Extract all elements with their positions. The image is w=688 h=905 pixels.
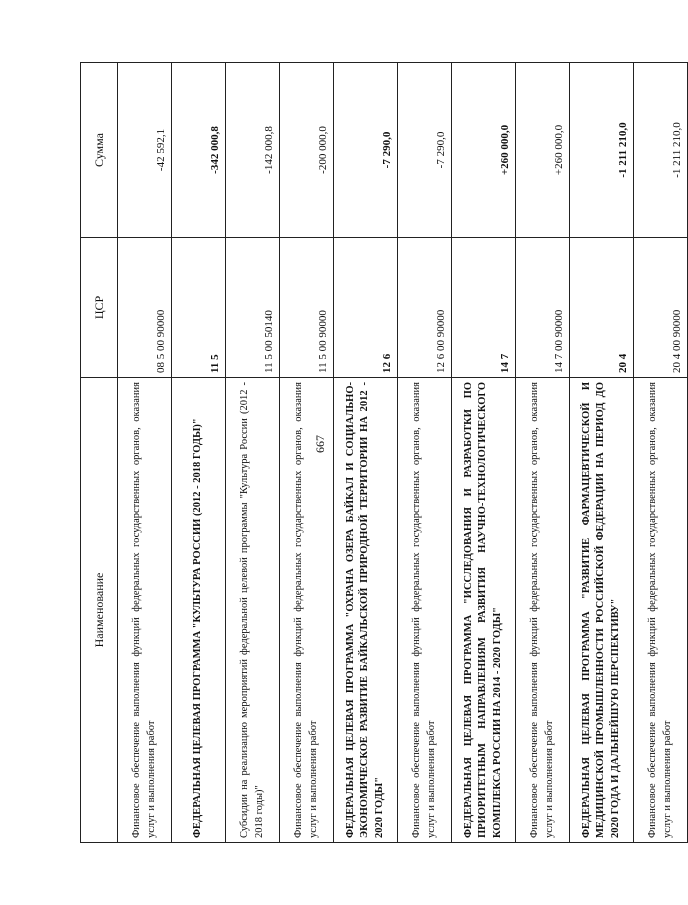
row-name: Финансовое обеспечение выполнения функций федеральных государственных органов, оказания услуг и выполнения работ xyxy=(516,378,570,843)
row-sum: -200 000,0 xyxy=(280,63,334,238)
row-csr: 11 5 00 50140 xyxy=(226,238,280,378)
table-row xyxy=(226,63,280,843)
budget-table-container xyxy=(80,63,683,843)
row-name: ФЕДЕРАЛЬНАЯ ЦЕЛЕВАЯ ПРОГРАММА "ОХРАНА ОЗЕРА БАЙКАЛ И СОЦИАЛЬНО-ЭКОНОМИЧЕСКОЕ РАЗВИТИЕ БАЙКАЛЬСКОЙ ПРИРОДНОЙ ТЕРРИТОРИИ НА 2012 - 2020 ГОДЫ" xyxy=(334,378,398,843)
row-name: Финансовое обеспечение выполнения функций федеральных государственных органов, оказания услуг и выполнения работ xyxy=(280,378,334,843)
row-csr: 20 4 00 90000 xyxy=(634,238,688,378)
row-name: Финансовое обеспечение выполнения функций федеральных государственных органов, оказания услуг и выполнения работ xyxy=(118,378,172,843)
row-csr: 12 6 00 90000 xyxy=(398,238,452,378)
row-sum: -142 000,8 xyxy=(226,63,280,238)
row-name: ФЕДЕРАЛЬНАЯ ЦЕЛЕВАЯ ПРОГРАММА "ИССЛЕДОВАНИЯ И РАЗРАБОТКИ ПО ПРИОРИТЕТНЫМ НАПРАВЛЕНИЯМ РАЗВИТИЯ НАУЧНО-ТЕХНОЛОГИЧЕСКОГО КОМПЛЕКСА РОССИИ НА 2014 - 2020 ГОДЫ" xyxy=(452,378,516,843)
row-name: Финансовое обеспечение выполнения функций федеральных государственных органов, оказания услуг и выполнения работ xyxy=(398,378,452,843)
row-sum: -1 211 210,0 xyxy=(634,63,688,238)
table-row xyxy=(334,63,398,843)
budget-table xyxy=(80,62,688,843)
table-row xyxy=(516,63,570,843)
row-sum: -1 211 210,0 xyxy=(570,63,634,238)
page-number: 667 xyxy=(313,435,327,453)
row-csr: 08 5 00 90000 xyxy=(118,238,172,378)
row-csr: 12 6 xyxy=(334,238,398,378)
row-csr: 20 4 xyxy=(570,238,634,378)
table-header-row xyxy=(81,63,118,843)
table-row xyxy=(398,63,452,843)
row-name: ФЕДЕРАЛЬНАЯ ЦЕЛЕВАЯ ПРОГРАММА "КУЛЬТУРА РОССИИ (2012 - 2018 ГОДЫ)" xyxy=(172,378,226,843)
row-sum: +260 000,0 xyxy=(452,63,516,238)
table-row xyxy=(634,63,688,843)
table-row xyxy=(280,63,334,843)
row-name: ФЕДЕРАЛЬНАЯ ЦЕЛЕВАЯ ПРОГРАММА "РАЗВИТИЕ ФАРМАЦЕВТИЧЕСКОЙ И МЕДИЦИНСКОЙ ПРОМЫШЛЕННОСТИ РОССИЙСКОЙ ФЕДЕРАЦИИ НА ПЕРИОД ДО 2020 ГОДА И ДАЛЬНЕЙШУЮ ПЕРСПЕКТИВУ" xyxy=(570,378,634,843)
table-row xyxy=(570,63,634,843)
row-name: Финансовое обеспечение выполнения функций федеральных государственных органов, оказания услуг и выполнения работ xyxy=(634,378,688,843)
row-sum: -7 290,0 xyxy=(398,63,452,238)
table-row xyxy=(118,63,172,843)
table-row xyxy=(452,63,516,843)
header-csr: ЦСР xyxy=(81,238,118,378)
row-name: Субсидии на реализацию мероприятий федеральной целевой программы "Культура России (2012 - 2018 годы)" xyxy=(226,378,280,843)
row-sum: -342 000,8 xyxy=(172,63,226,238)
row-csr: 14 7 00 90000 xyxy=(516,238,570,378)
row-sum: +260 000,0 xyxy=(516,63,570,238)
table-row xyxy=(172,63,226,843)
header-sum: Сумма xyxy=(81,63,118,238)
row-csr: 11 5 xyxy=(172,238,226,378)
row-sum: -7 290,0 xyxy=(334,63,398,238)
row-csr: 14 7 xyxy=(452,238,516,378)
row-sum: -42 592,1 xyxy=(118,63,172,238)
row-csr: 11 5 00 90000 xyxy=(280,238,334,378)
header-name: Наименование xyxy=(81,378,118,843)
